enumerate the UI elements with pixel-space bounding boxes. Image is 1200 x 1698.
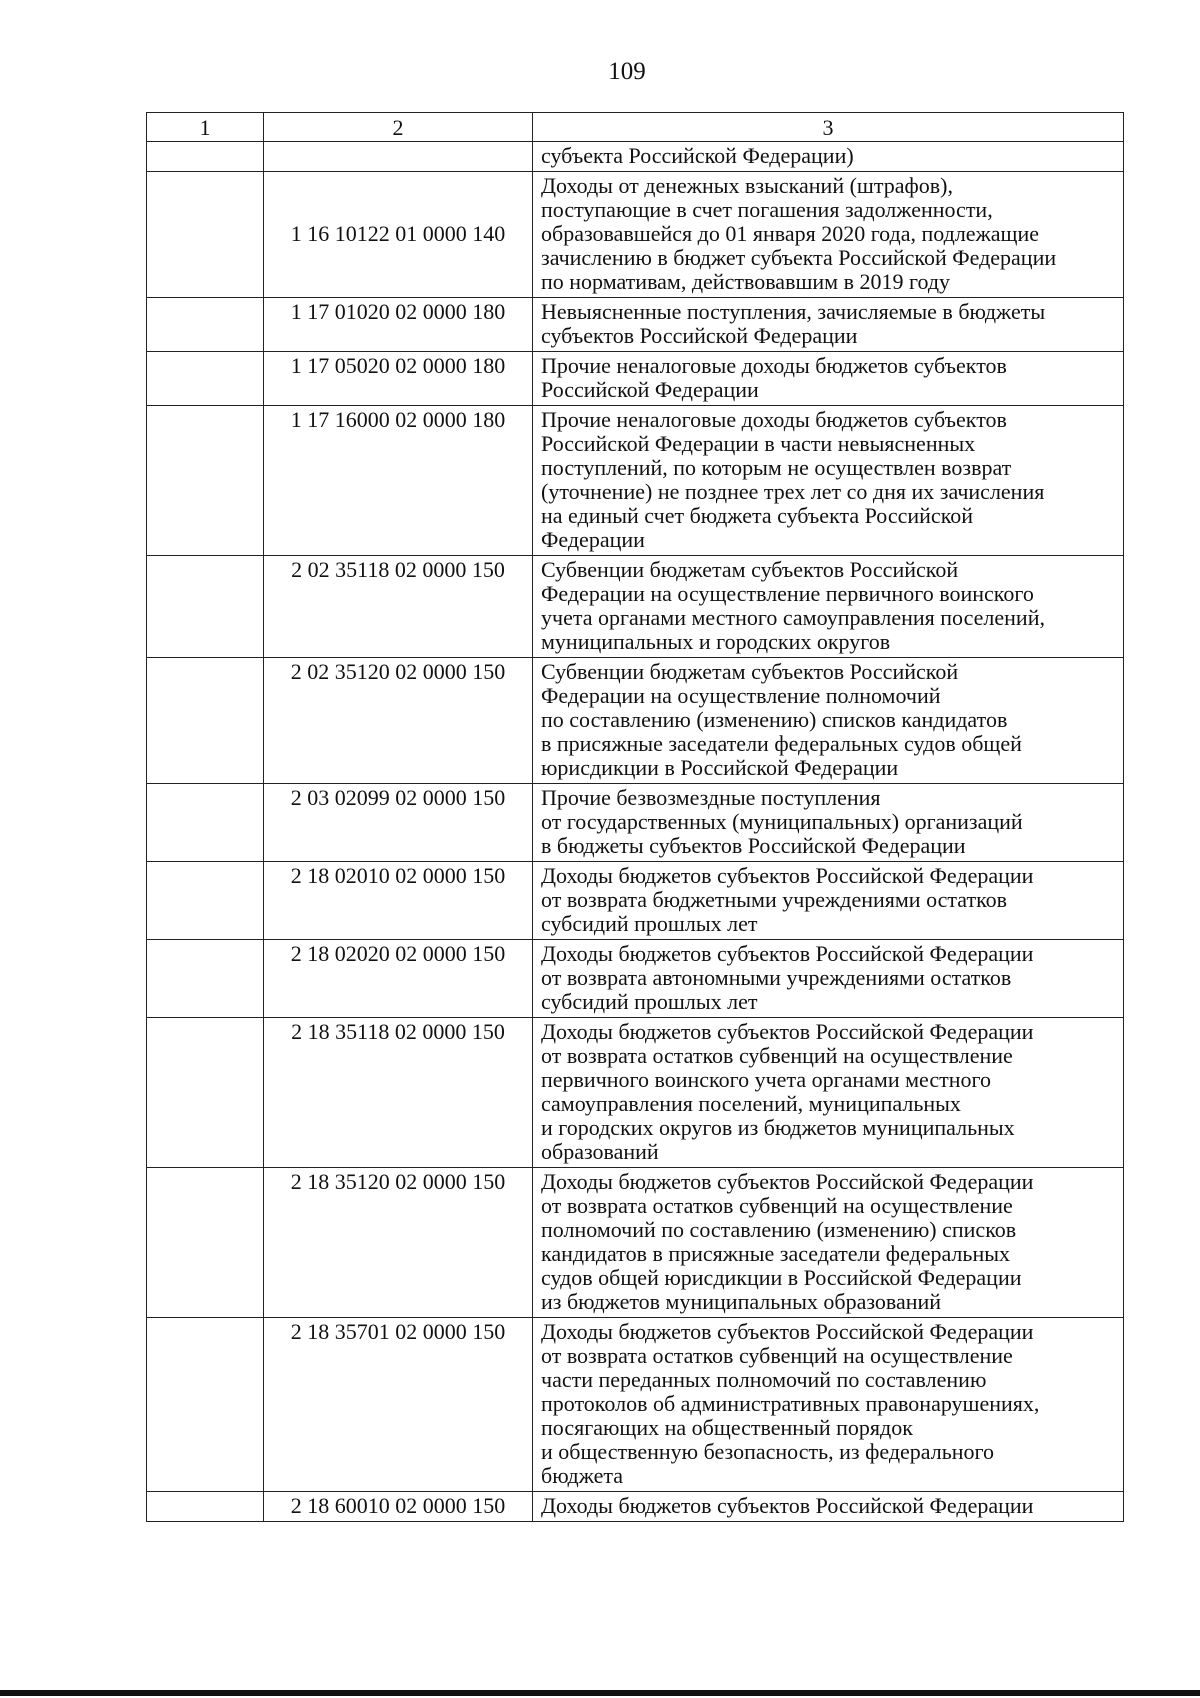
table-row [147,862,1124,940]
row-description-cell: Доходы бюджетов субъектов Российской Федерации от возврата бюджетными учреждениями остатков субсидий прошлых лет [533,862,1124,940]
row-code-cell: 1 17 16000 02 0000 180 [264,406,533,556]
row-col-1-cell [147,940,264,1018]
row-description-cell: Субвенции бюджетам субъектов Российской Федерации на осуществление первичного воинского учета органами местного самоуправления поселений, муниципальных и городских округов [533,556,1124,658]
table-row [147,172,1124,298]
table-row [147,352,1124,406]
table-row [147,298,1124,352]
table-row [147,142,1124,172]
table-body [147,113,1124,1522]
row-description-cell: Доходы бюджетов субъектов Российской Федерации от возврата автономными учреждениями остатков субсидий прошлых лет [533,940,1124,1018]
row-description-cell: Доходы бюджетов субъектов Российской Федерации от возврата остатков субвенций на осуществление первичного воинского учета органами местного самоуправления поселений, муниципальных и городских округов из бюджетов муниципальных образований [533,1018,1124,1168]
row-code-cell: 1 17 05020 02 0000 180 [264,352,533,406]
row-col-1-cell [147,1168,264,1318]
row-description-cell: Прочие безвозмездные поступления от государственных (муниципальных) организаций в бюджеты субъектов Российской Федерации [533,784,1124,862]
table-row [147,1492,1124,1522]
header-col-2: 2 [264,113,533,142]
row-description-cell: Доходы от денежных взысканий (штрафов), поступающие в счет погашения задолженности, образовавшейся до 01 января 2020 года, подлежащие зачислению в бюджет субъекта Российской Федерации по нормативам, действовавшим в 2019 году [533,172,1124,298]
table-row [147,406,1124,556]
row-description-cell: Прочие неналоговые доходы бюджетов субъектов Российской Федерации в части невыясненных поступлений, по которым не осуществлен возврат (уточнение) не позднее трех лет со дня их зачисления на единый счет бюджета субъекта Российской Федерации [533,406,1124,556]
table-row [147,1018,1124,1168]
table-row [147,556,1124,658]
scan-bottom-edge [0,1690,1200,1696]
table-row [147,1168,1124,1318]
row-col-1-cell [147,298,264,352]
row-code-cell: 2 18 60010 02 0000 150 [264,1492,533,1522]
row-code-cell: 1 16 10122 01 0000 140 [264,172,533,298]
row-code-cell [264,142,533,172]
row-code-cell: 2 03 02099 02 0000 150 [264,784,533,862]
row-col-1-cell [147,556,264,658]
row-description-cell: субъекта Российской Федерации) [533,142,1124,172]
row-col-1-cell [147,142,264,172]
row-col-1-cell [147,406,264,556]
row-col-1-cell [147,658,264,784]
row-code-cell: 2 18 02020 02 0000 150 [264,940,533,1018]
row-col-1-cell [147,1018,264,1168]
header-col-3: 3 [533,113,1124,142]
header-col-1: 1 [147,113,264,142]
table-row [147,940,1124,1018]
table-row [147,784,1124,862]
row-code-cell: 2 18 35701 02 0000 150 [264,1318,533,1492]
page-number: 109 [608,58,646,85]
row-code-cell: 1 17 01020 02 0000 180 [264,298,533,352]
row-code-cell: 2 18 02010 02 0000 150 [264,862,533,940]
row-col-1-cell [147,1492,264,1522]
row-description-cell: Доходы бюджетов субъектов Российской Федерации от возврата остатков субвенций на осуществление полномочий по составлению (изменению) списков кандидатов в присяжные заседатели федеральных судов общей юрисдикции в Российской Федерации из бюджетов муниципальных образований [533,1168,1124,1318]
revenue-codes-table [146,112,1124,1522]
row-description-cell: Доходы бюджетов субъектов Российской Федерации от возврата остатков субвенций на осуществление части переданных полномочий по составлению протоколов об административных правонарушениях, посягающих на общественный порядок и общественную безопасность, из федерального бюджета [533,1318,1124,1492]
table-row [147,1318,1124,1492]
row-col-1-cell [147,1318,264,1492]
table-header-row [147,113,1124,142]
row-col-1-cell [147,784,264,862]
row-col-1-cell [147,862,264,940]
row-description-cell: Прочие неналоговые доходы бюджетов субъектов Российской Федерации [533,352,1124,406]
row-code-cell: 2 02 35118 02 0000 150 [264,556,533,658]
row-code-cell: 2 18 35120 02 0000 150 [264,1168,533,1318]
row-code-cell: 2 18 35118 02 0000 150 [264,1018,533,1168]
row-description-cell: Невыясненные поступления, зачисляемые в бюджеты субъектов Российской Федерации [533,298,1124,352]
row-col-1-cell [147,172,264,298]
row-col-1-cell [147,352,264,406]
row-code-cell: 2 02 35120 02 0000 150 [264,658,533,784]
row-description-cell: Доходы бюджетов субъектов Российской Федерации [533,1492,1124,1522]
row-description-cell: Субвенции бюджетам субъектов Российской Федерации на осуществление полномочий по составлению (изменению) списков кандидатов в присяжные заседатели федеральных судов общей юрисдикции в Российской Федерации [533,658,1124,784]
table-row [147,658,1124,784]
